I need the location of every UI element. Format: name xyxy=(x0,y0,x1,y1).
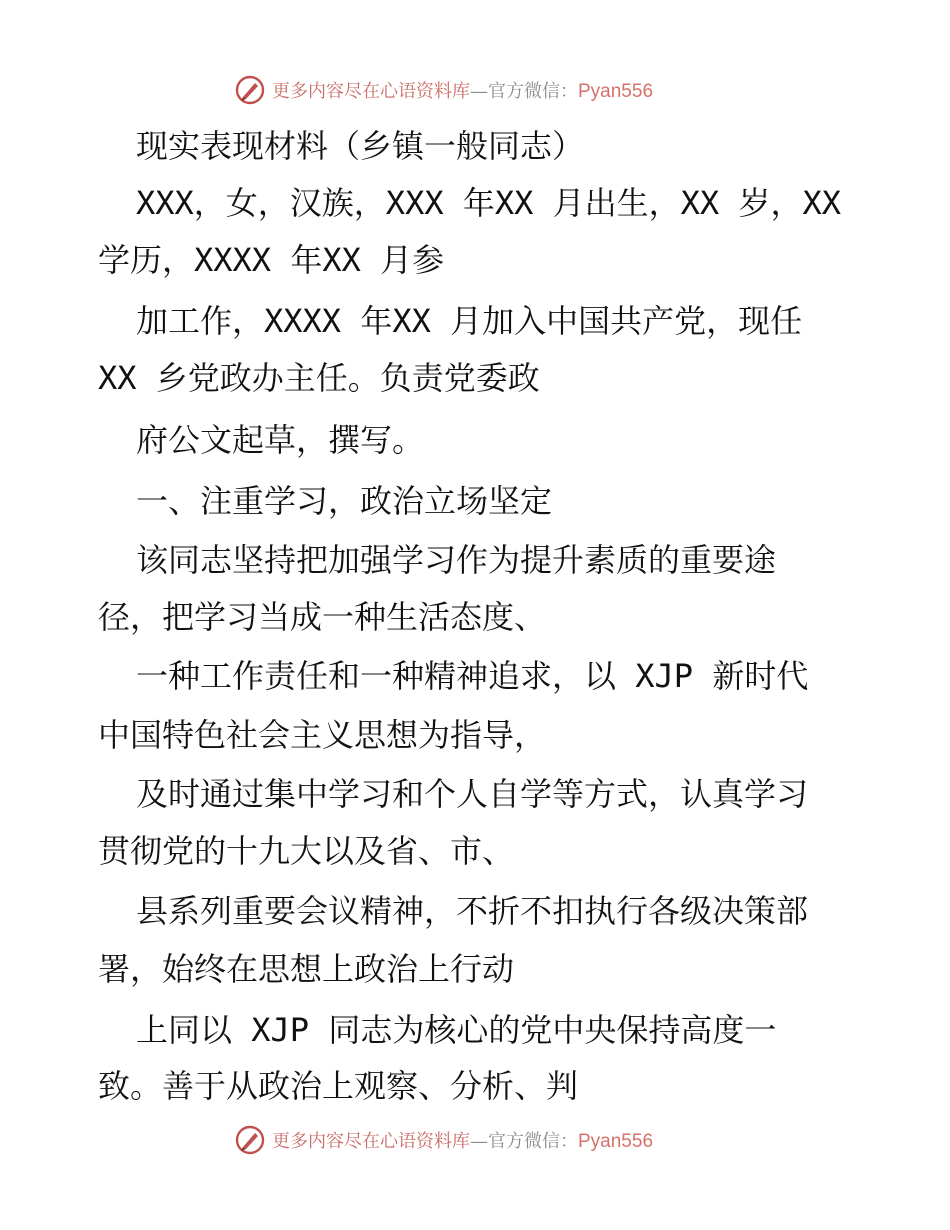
pen-circle-logo-icon xyxy=(234,74,266,106)
doc-line: 县系列重要会议精神，不折不扣执行各级决策部 xyxy=(136,892,809,930)
doc-line: 径，把学习当成一种生活态度、 xyxy=(98,598,547,636)
doc-line: 及时通过集中学习和个人自学等方式，认真学习 xyxy=(136,775,809,813)
watermark-text xyxy=(272,1127,653,1153)
watermark-id: Pyan556 xyxy=(578,81,654,102)
watermark-separator: — xyxy=(470,81,488,102)
doc-line: XXX，女，汉族，XXX 年XX 月出生，XX 岁，XX xyxy=(136,184,841,222)
footer-watermark xyxy=(234,1122,653,1158)
watermark-id: Pyan556 xyxy=(578,1131,654,1152)
doc-line: 加工作，XXXX 年XX 月加入中国共产党，现任 xyxy=(136,302,803,340)
header-watermark xyxy=(234,72,653,108)
doc-line: 贯彻党的十九大以及省、市、 xyxy=(98,832,515,870)
watermark-text-cn2: 官方微信： xyxy=(488,1131,578,1152)
watermark-text-cn: 更多内容尽在心语资料库 xyxy=(272,81,470,102)
watermark-separator: — xyxy=(470,1131,488,1152)
doc-line: 上同以 XJP 同志为核心的党中央保持高度一 xyxy=(136,1011,777,1049)
watermark-text xyxy=(272,77,653,103)
doc-line: 该同志坚持把加强学习作为提升素质的重要途 xyxy=(136,541,777,579)
doc-line: 致。善于从政治上观察、分析、判 xyxy=(98,1067,579,1105)
doc-line: 一种工作责任和一种精神追求，以 XJP 新时代 xyxy=(136,657,809,695)
doc-line: 中国特色社会主义思想为指导， xyxy=(98,716,547,754)
doc-title: 现实表现材料（乡镇一般同志） xyxy=(136,127,585,165)
doc-line: 府公文起草，撰写。 xyxy=(136,421,425,459)
doc-line: 学历，XXXX 年XX 月参 xyxy=(98,241,445,279)
watermark-text-cn2: 官方微信： xyxy=(488,81,578,102)
doc-line: 署，始终在思想上政治上行动 xyxy=(98,950,515,988)
watermark-text-cn: 更多内容尽在心语资料库 xyxy=(272,1131,470,1152)
doc-line: XX 乡党政办主任。负责党委政 xyxy=(98,359,540,397)
section-heading: 一、注重学习，政治立场坚定 xyxy=(136,482,553,520)
pen-circle-logo-icon xyxy=(234,1124,266,1156)
